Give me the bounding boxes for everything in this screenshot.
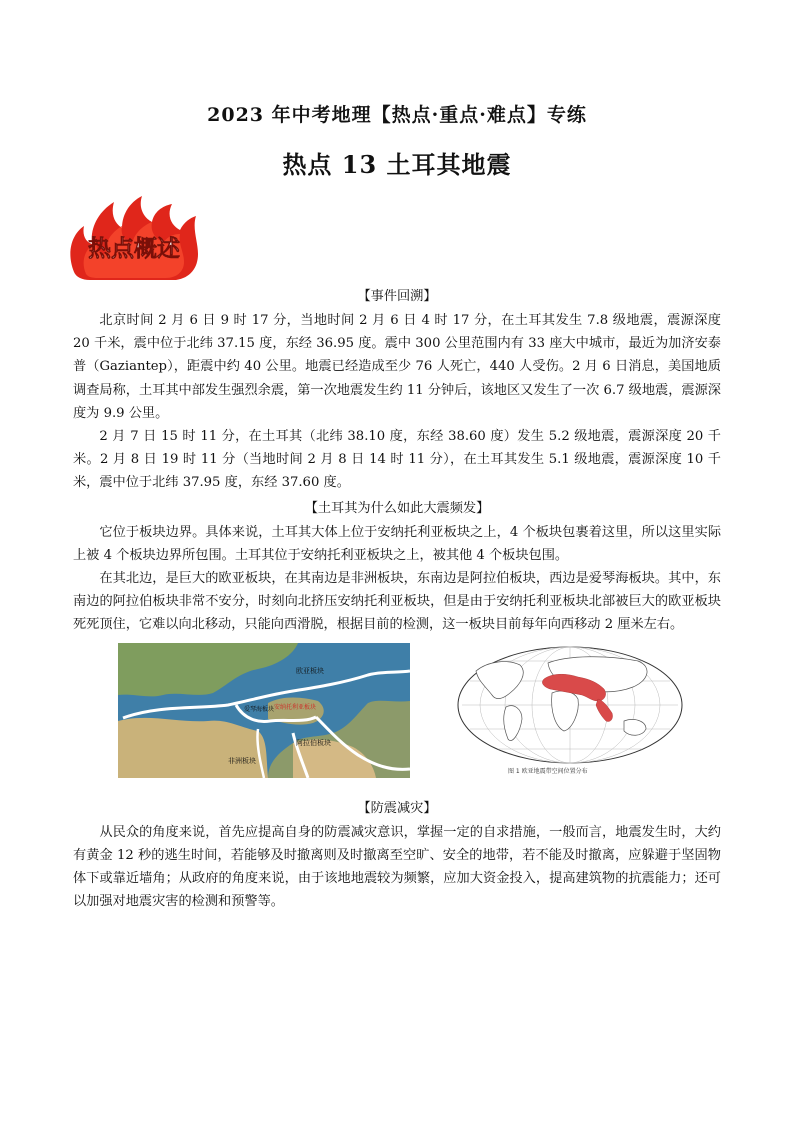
paragraph: 北京时间 2 月 6 日 9 时 17 分，当地时间 2 月 6 日 4 时 17 分，在土耳其发生 7.8 级地震，震源深度 20 千米，震中位于北纬 37.15 度，东经 36.95 度。震中 300 公里范围内有 33 座大中城市，最近为加济安泰普（Gaziantep），距震中约 40 公里。地震已经造成至少 76 人死亡，440 人受伤。2 月 6 日消息，美国地质调查局称，土耳其中部发生强烈余震，第一次地震发生约 11 分钟后，该地区又发生了一次 6.7 级地震，震源深度为 9.9 公里。 <box>73 313 721 421</box>
article-body <box>73 283 721 913</box>
world-seismic-belt-map <box>448 643 693 778</box>
paragraph: 在其北边，是巨大的欧亚板块，在其南边是非洲板块，东南边是阿拉伯板块，西边是爱琴海板块。其中，东南边的阿拉伯板块非常不安分，时刻向北挤压安纳托利亚板块，但是由于安纳托利亚板块北部被巨大的欧亚板块死死顶住，它难以向北移动，只能向西滑脱，根据目前的检测，这一板块目前每年向西移动 2 厘米左右。 <box>73 571 721 633</box>
plate-label: 爱琴海板块 <box>244 705 275 713</box>
paragraph: 从民众的角度来说，首先应提高自身的防震减灾意识，掌握一定的自求措施，一般而言，地震发生时，大约有黄金 12 秒的逃生时间，若能够及时撤离则及时撤离至空旷、安全的地带，若不能及时撤离，应躲避于坚固物体下或靠近墙角；从政府的角度来说，由于该地地震较为频繁，应加大资金投入，提高建筑物的抗震能力；还可以加强对地震灾害的检测和预警等。 <box>73 824 721 910</box>
badge-label: 热点概述 <box>88 236 180 262</box>
hot-topic-badge <box>64 192 204 284</box>
plate-label: 安纳托利亚板块 <box>274 703 317 711</box>
plate-label: 阿拉伯板块 <box>296 738 331 747</box>
section-heading-events: 【事件回溯】 <box>357 289 437 304</box>
section-heading-causes: 【土耳其为什么如此大震频发】 <box>304 500 490 516</box>
figure-caption: 图 1 欧亚地震带空间位置分布 <box>508 767 588 775</box>
paragraph: 它位于板块边界。具体来说，土耳其大体上位于安纳托利亚板块之上，4 个板块包裹着这里，所以这里实际上被 4 个板块边界所包围。土耳其位于安纳托利亚板块之上，被其他 4 个板块包围。 <box>73 524 721 563</box>
plate-label: 非洲板块 <box>228 756 256 765</box>
plate-boundary-map <box>118 643 410 778</box>
figure-row <box>73 643 721 793</box>
plate-label: 欧亚板块 <box>296 666 324 675</box>
paragraph: 2 月 7 日 15 时 11 分，在土耳其（北纬 38.10 度，东经 38.60 度）发生 5.2 级地震，震源深度 20 千米。2 月 8 日 19 时 11 分（当地时间 2 月 8 日 14 时 11 分），在土耳其发生 5.1 级地震，震源深度 10 千米，震中位于北纬 37.95 度，东经 37.60 度。 <box>73 429 721 491</box>
document-title: 2023 年中考地理【热点·重点·难点】专练 <box>207 104 587 126</box>
section-heading-prevention: 【防震减灾】 <box>357 800 437 816</box>
document-subtitle: 热点 13 土耳其地震 <box>282 150 512 179</box>
